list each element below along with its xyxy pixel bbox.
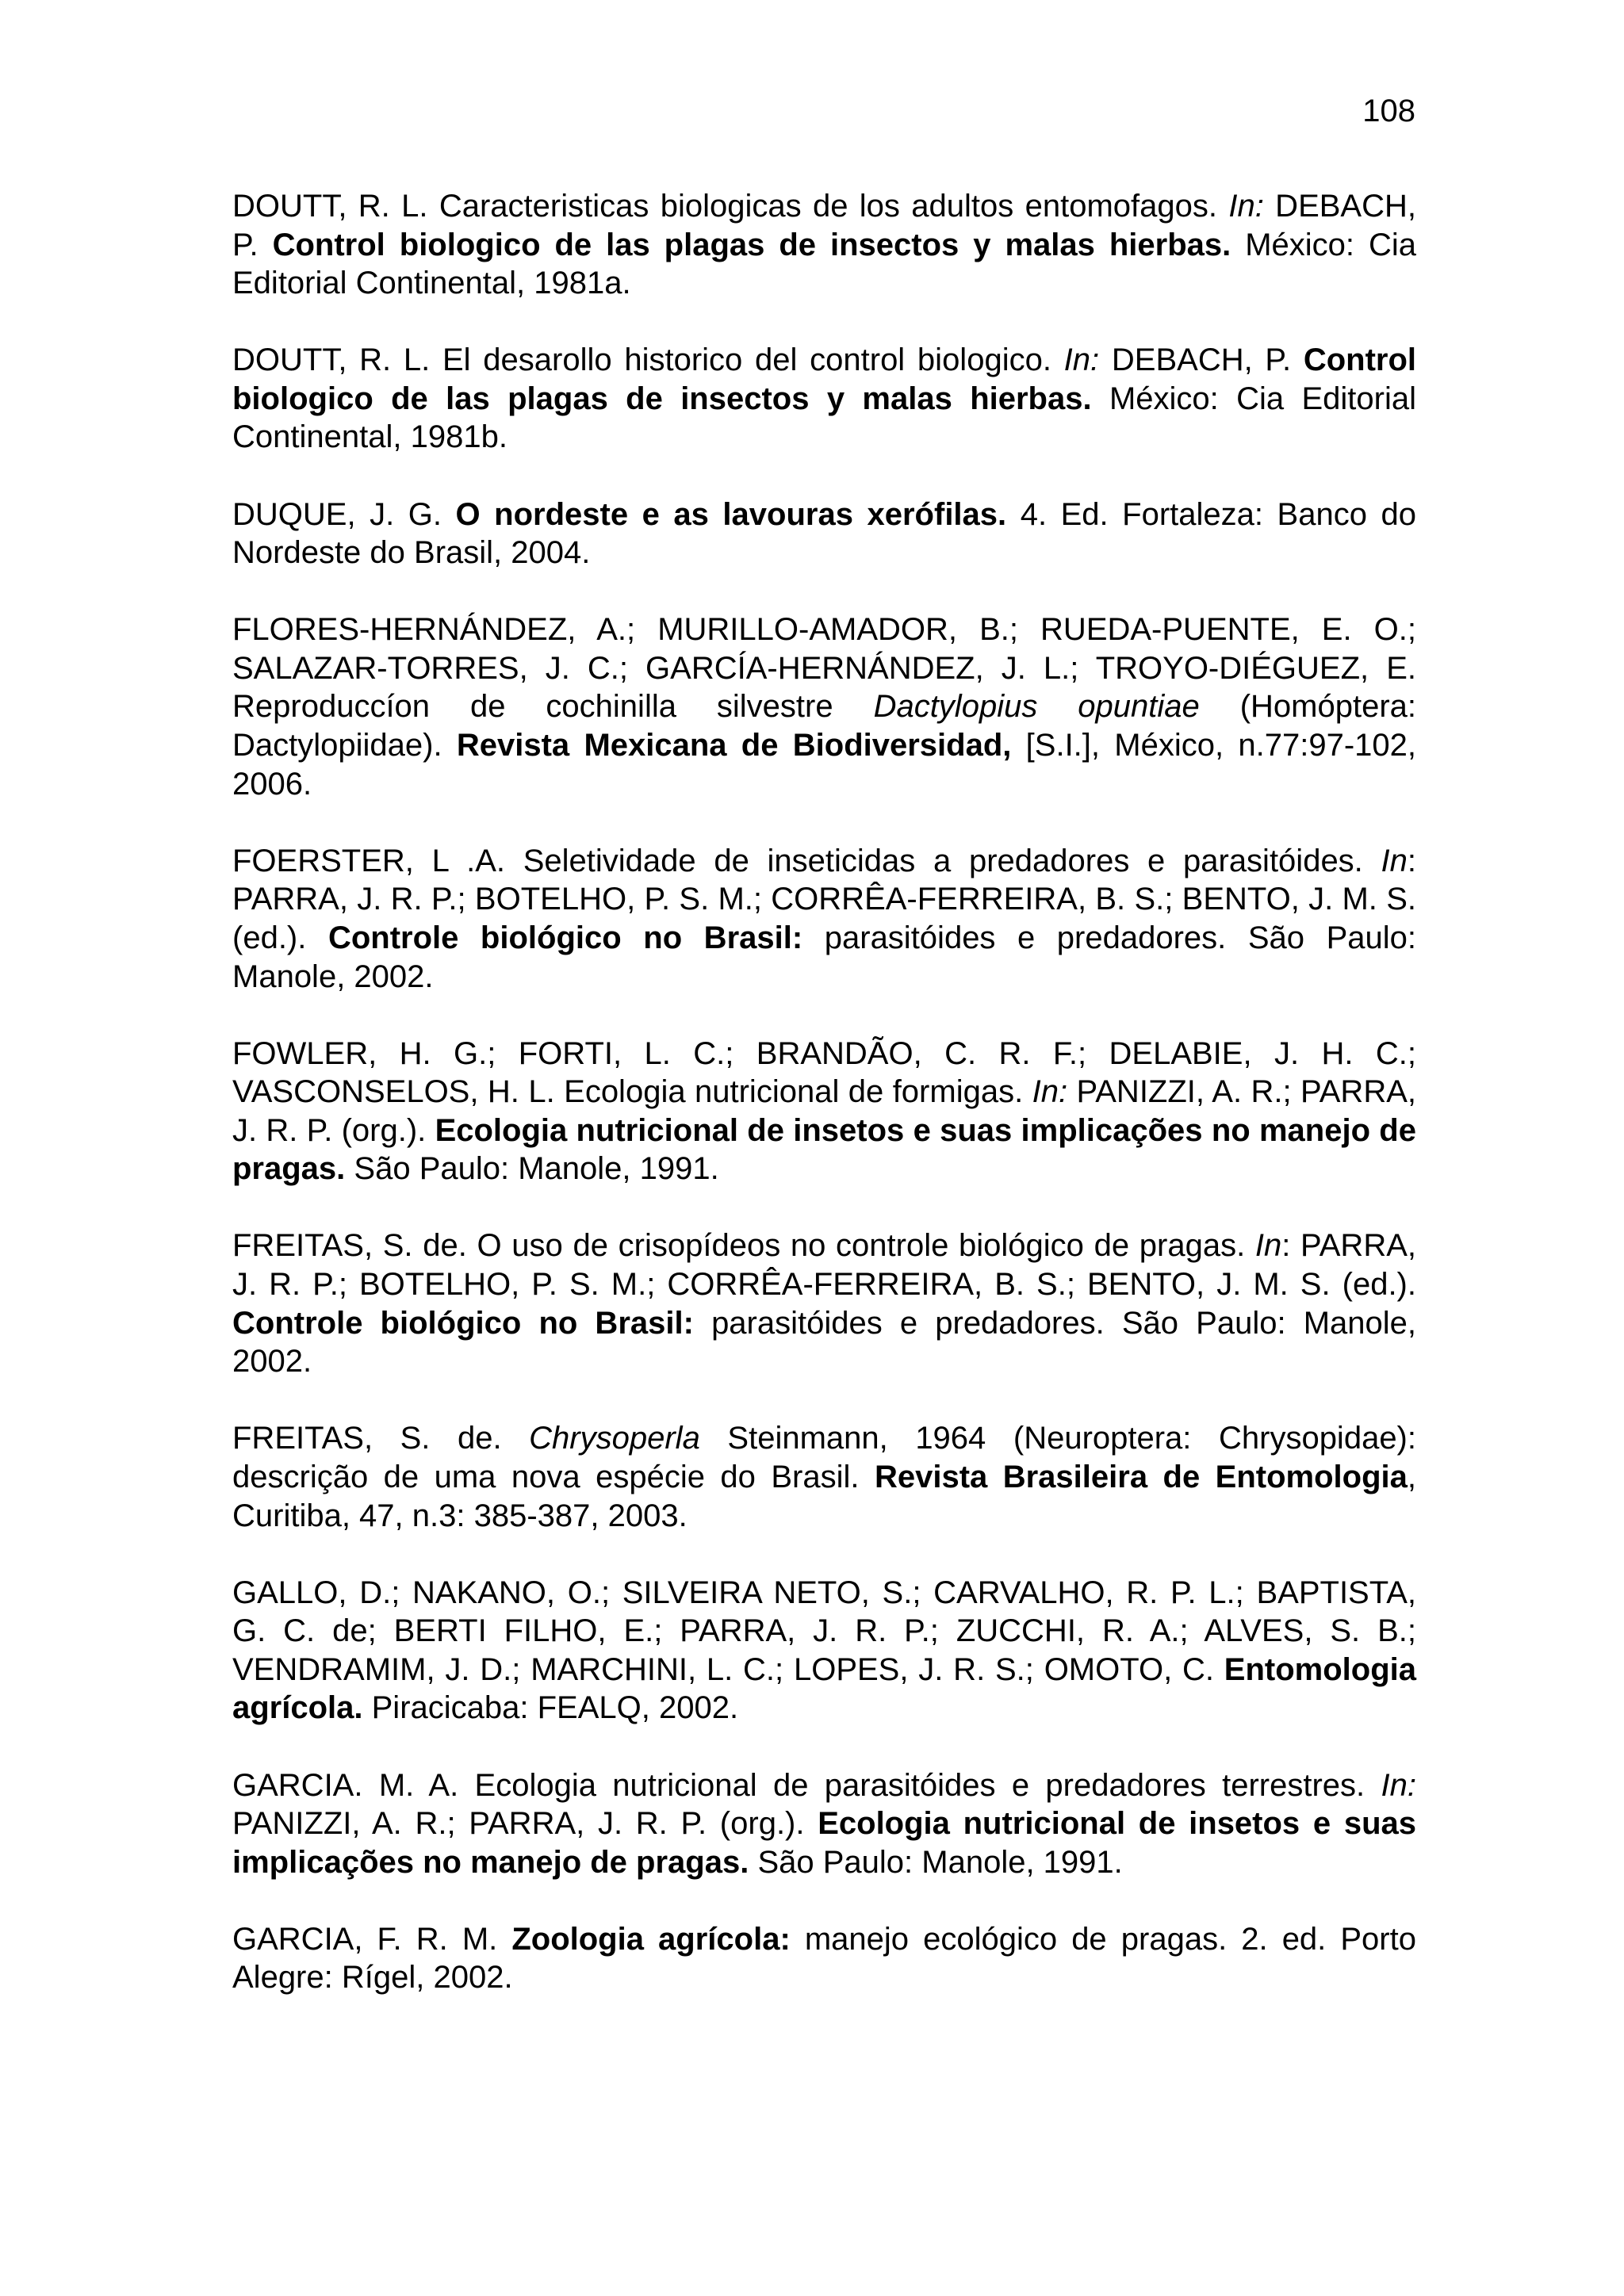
reference-text-segment: GARCIA. M. A. Ecologia nutricional de parasitóides e predadores terrestres. xyxy=(232,1767,1381,1803)
reference-text-segment: In: xyxy=(1032,1074,1068,1110)
reference-text-segment: DEBACH, P. xyxy=(232,189,1416,262)
reference-text-segment: Steinmann, 1964 (Neuroptera: Chrysopidae): descrição de uma nova espécie do Brasil. xyxy=(232,1421,1416,1494)
reference-text-segment: FOERSTER, L .A. Seletividade de inseticidas a predadores e parasitóides. xyxy=(232,843,1381,878)
reference-text-segment: Piracicaba: FEALQ, 2002. xyxy=(362,1690,739,1726)
reference-entry-freitas-2002 xyxy=(232,1226,1416,1380)
reference-text-segment: Revista Mexicana de Biodiversidad, xyxy=(456,728,1012,763)
reference-entry-foerster-2002 xyxy=(232,842,1416,996)
reference-text-segment: manejo ecológico de pragas. 2. ed. Porto Alegre: Rígel, 2002. xyxy=(232,1921,1416,1996)
reference-entry-gallo-2002 xyxy=(232,1574,1416,1728)
reference-text-segment: (Homóptera: Dactylopiidae). xyxy=(232,689,1417,763)
reference-text-segment: FOWLER, H. G.; FORTI, L. C.; BRANDÃO, C. R. F.; DELABIE, J. H. C.; VASCONSELOS, H. L. Ecologia nutricional de formigas. xyxy=(232,1035,1416,1110)
reference-text-segment: DEBACH, P. xyxy=(1099,342,1304,378)
reference-text-segment: Controle biológico no Brasil: xyxy=(327,920,803,955)
reference-text-segment: In: xyxy=(1381,1767,1416,1803)
reference-text-segment: FREITAS, S. de. xyxy=(232,1421,530,1456)
reference-entry-freitas-2003 xyxy=(232,1419,1416,1535)
reference-text-segment: Ecologia nutricional de insetos e suas implicações no manejo de pragas. xyxy=(232,1112,1416,1187)
page-number: 108 xyxy=(1362,94,1415,128)
reference-text-segment: Controle biológico no Brasil: xyxy=(232,1305,694,1341)
reference-text-segment: DOUTT, R. L. Caracteristicas biologicas de los adultos entomofagos. xyxy=(232,189,1229,224)
reference-text-segment: parasitóides e predadores. São Paulo: Manole, 2002. xyxy=(232,1305,1417,1380)
reference-text-segment: In: xyxy=(1063,342,1100,378)
reference-text-segment: Revista Brasileira de Entomologia xyxy=(874,1459,1408,1494)
reference-text-segment: DOUTT, R. L. El desarollo historico del control biologico. xyxy=(232,342,1064,378)
reference-text-segment: : PARRA, J. R. P.; BOTELHO, P. S. M.; CORRÊA-FERREIRA, B. S.; BENTO, J. M. S. (ed.). xyxy=(232,1228,1417,1303)
reference-text-segment: PANIZZI, A. R.; PARRA, J. R. P. (org.). xyxy=(232,1806,818,1842)
reference-text-segment: In xyxy=(1254,1228,1282,1264)
reference-text-segment: Control biologico de las plagas de insectos y malas hierbas. xyxy=(232,342,1416,416)
reference-entry-fowler-1991 xyxy=(232,1035,1416,1188)
reference-text-segment: Control biologico de las plagas de insectos y malas hierbas. xyxy=(272,227,1231,262)
reference-text-segment: FLORES-HERNÁNDEZ, A.; MURILLO-AMADOR, B.; RUEDA-PUENTE, E. O.; SALAZAR-TORRES, J. C.; GARCÍA-HERNÁNDEZ, J. L.; TROYO-DIÉGUEZ, E. Reproduccíon de cochinilla silvestre xyxy=(232,612,1416,725)
reference-text-segment: parasitóides e predadores. São Paulo: Manole, 2002. xyxy=(232,920,1417,994)
reference-text-segment: México: Cia Editorial Continental, 1981a. xyxy=(232,227,1417,301)
reference-text-segment: GALLO, D.; NAKANO, O.; SILVEIRA NETO, S.; CARVALHO, R. P. L.; BAPTISTA, G. C. de; BERTI FILHO, E.; PARRA, J. R. P.; ZUCCHI, R. A.; ALVES, S. B.; VENDRAMIM, J. D.; MARCHINI, L. C.; LOPES, J. R. S.; OMOTO, C. xyxy=(232,1575,1416,1687)
reference-entry-doutt-1981a xyxy=(232,187,1416,303)
reference-text-segment: In xyxy=(1381,843,1408,878)
reference-text-segment: FREITAS, S. de. O uso de crisopídeos no controle biológico de pragas. xyxy=(232,1228,1255,1264)
reference-entry-garcia-2002 xyxy=(232,1920,1416,1997)
reference-text-segment: In: xyxy=(1228,189,1264,224)
reference-entry-garcia-1991 xyxy=(232,1766,1416,1882)
reference-text-segment: , Curitiba, 47, n.3: 385-387, 2003. xyxy=(232,1459,1416,1533)
reference-text-segment: Entomologia agrícola. xyxy=(232,1651,1416,1726)
reference-text-segment: 4. Ed. Fortaleza: Banco do Nordeste do Brasil, 2004. xyxy=(232,496,1416,571)
reference-text-segment: São Paulo: Manole, 1991. xyxy=(749,1844,1123,1880)
reference-text-segment: Zoologia agrícola: xyxy=(511,1921,791,1957)
reference-text-segment: : PARRA, J. R. P.; BOTELHO, P. S. M.; CORRÊA-FERREIRA, B. S.; BENTO, J. M. S. (ed.). xyxy=(232,843,1416,955)
reference-entry-flores-hernandez-2006 xyxy=(232,610,1416,803)
reference-text-segment: DUQUE, J. G. xyxy=(232,496,456,532)
reference-list xyxy=(232,187,1416,2035)
reference-text-segment: Dactylopius opuntiae xyxy=(873,689,1200,725)
reference-text-segment: Ecologia nutricional de insetos e suas implicações no manejo de pragas. xyxy=(232,1806,1417,1880)
reference-text-segment: PANIZZI, A. R.; PARRA, J. R. P. (org.). xyxy=(232,1074,1416,1148)
reference-text-segment: São Paulo: Manole, 1991. xyxy=(345,1151,719,1187)
reference-text-segment: Chrysoperla xyxy=(529,1421,700,1456)
reference-entry-doutt-1981b xyxy=(232,341,1416,457)
reference-text-segment: O nordeste e as lavouras xerófilas. xyxy=(455,496,1007,532)
reference-entry-duque-2004 xyxy=(232,496,1416,572)
reference-text-segment: [S.I.], México, n.77:97-102, 2006. xyxy=(232,728,1417,802)
reference-text-segment: GARCIA, F. R. M. xyxy=(232,1921,512,1957)
reference-text-segment: México: Cia Editorial Continental, 1981b. xyxy=(232,381,1416,455)
